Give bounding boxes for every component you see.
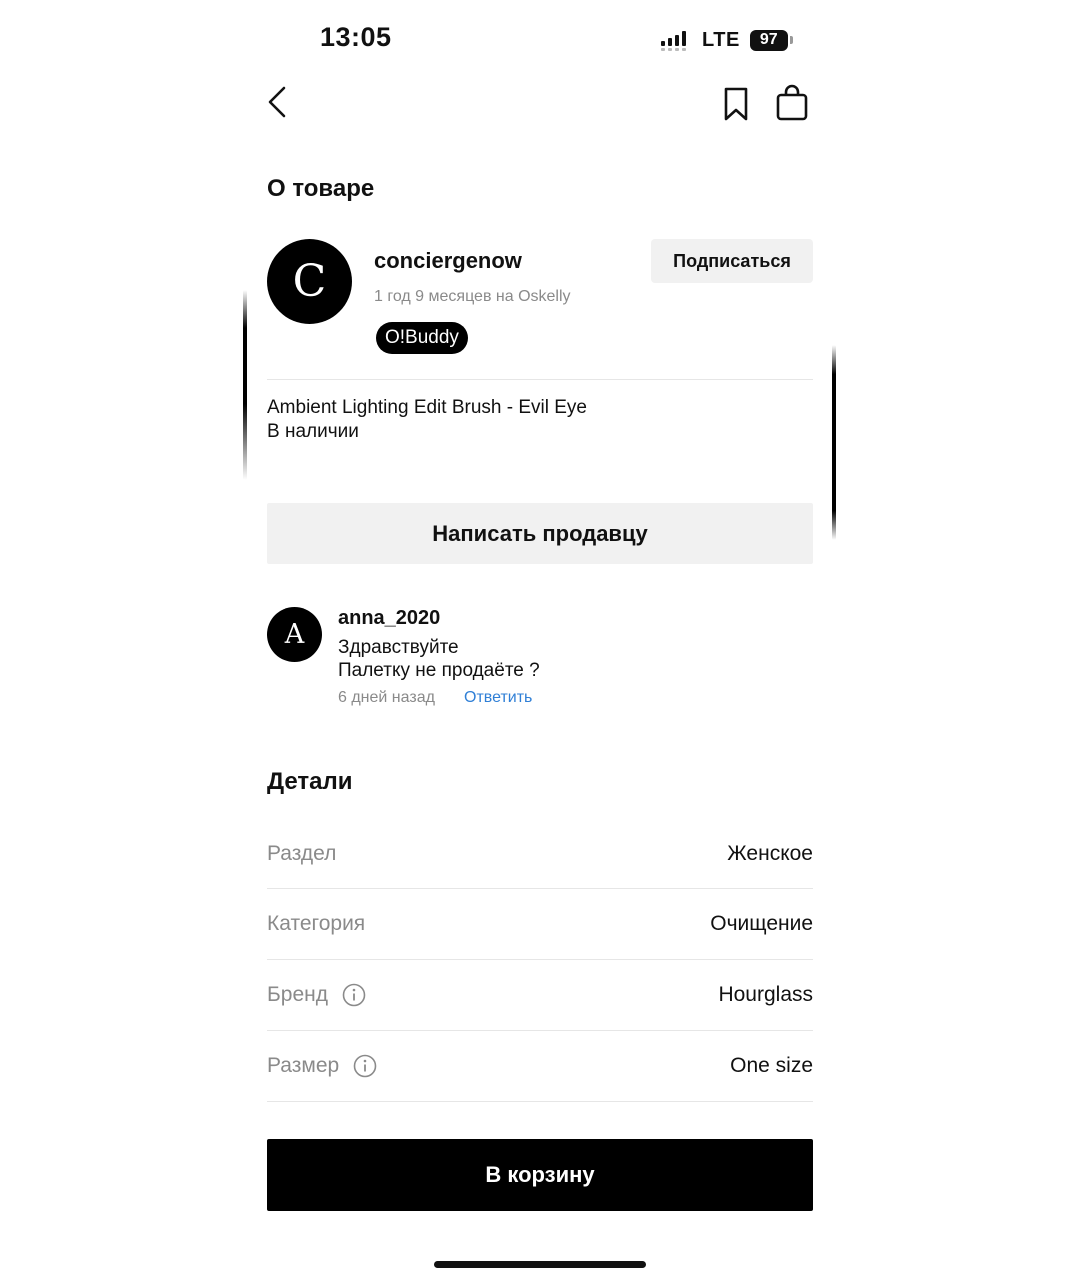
seller-avatar[interactable] [267, 239, 352, 324]
comment-text-line: Палетку не продаёте ? [338, 660, 540, 681]
battery-level: 97 [750, 30, 788, 51]
shopping-bag-icon[interactable] [774, 84, 810, 122]
info-icon[interactable] [353, 1054, 377, 1078]
commenter-avatar[interactable] [267, 607, 322, 662]
detail-value-brand: Hourglass [718, 983, 813, 1006]
detail-label-section [267, 842, 336, 866]
message-seller-button[interactable]: Написать продавцу [267, 503, 813, 564]
divider [267, 379, 813, 380]
seller-tenure: 1 год 9 месяцев на Oskelly [374, 288, 571, 305]
divider [267, 1030, 813, 1031]
detail-value-section: Женское [727, 842, 813, 865]
seller-name[interactable]: conciergenow [374, 248, 522, 273]
product-name: Ambient Lighting Edit Brush - Evil Eye [267, 397, 587, 418]
battery-icon [750, 30, 793, 51]
screen-edge-right [832, 345, 836, 540]
battery-tip [790, 36, 793, 44]
network-type: LTE [702, 28, 740, 51]
commenter-avatar-letter: A [284, 619, 305, 650]
detail-label-text: Бренд [267, 983, 328, 1006]
divider [267, 959, 813, 960]
seller-badge: O!Buddy [376, 322, 468, 354]
divider [267, 888, 813, 889]
reply-link[interactable]: Ответить [464, 689, 533, 706]
comment-author[interactable]: anna_2020 [338, 607, 441, 629]
comment-text-line: Здравствуйте [338, 637, 459, 658]
detail-label-text: Категория [267, 912, 366, 935]
subscribe-button[interactable]: Подписаться [651, 239, 813, 283]
detail-label-size [267, 1054, 377, 1078]
status-indicators [660, 27, 793, 53]
detail-label-brand [267, 983, 366, 1007]
home-indicator[interactable] [434, 1261, 646, 1268]
cellular-signal-icon [660, 29, 692, 51]
details-section-title: Детали [267, 768, 353, 795]
screen-edge-left [243, 290, 247, 480]
detail-label-text: Размер [267, 1054, 340, 1077]
add-to-cart-button[interactable]: В корзину [267, 1139, 813, 1211]
product-stock-status: В наличии [267, 421, 359, 442]
chevron-left-icon[interactable] [262, 84, 296, 120]
divider [267, 1101, 813, 1102]
info-icon[interactable] [342, 983, 366, 1007]
seller-avatar-letter: C [292, 256, 327, 307]
detail-label-text: Раздел [267, 842, 337, 865]
about-section-title: О товаре [267, 175, 375, 202]
comment-timestamp: 6 дней назад [338, 689, 435, 706]
detail-value-size: One size [730, 1054, 813, 1077]
detail-value-category: Очищение [710, 912, 813, 935]
detail-label-category [267, 912, 365, 936]
status-time: 13:05 [320, 22, 392, 52]
bookmark-icon[interactable] [720, 86, 752, 122]
